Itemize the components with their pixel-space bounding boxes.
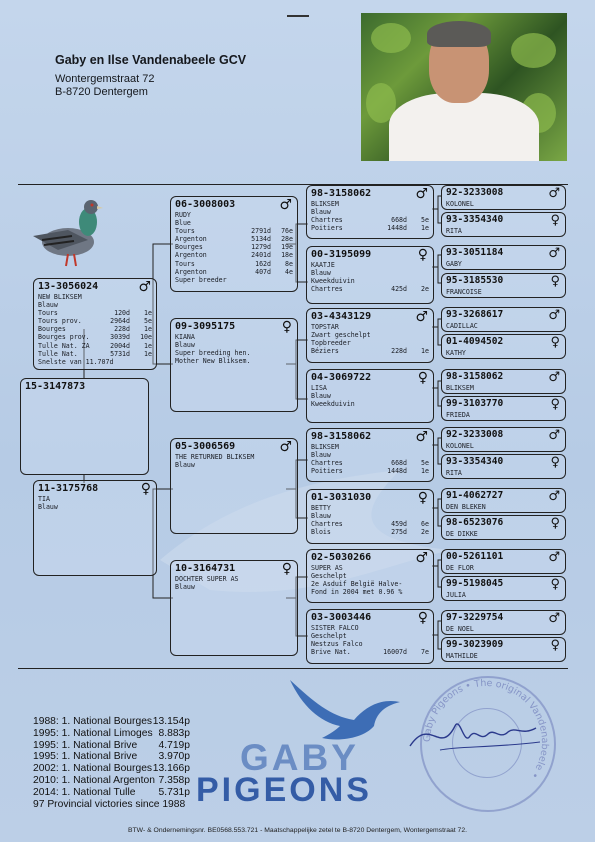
detail-line: Tulle Nat. 5731d 1e: [38, 349, 152, 358]
female-icon: ♀: [550, 213, 560, 228]
detail-line: Poitiers 1448d 1e: [311, 224, 429, 233]
detail-line: Chartres 425d 2e: [311, 285, 429, 294]
great-grandparent-card-fmm: [306, 369, 434, 423]
gen4-card: [441, 245, 566, 270]
detail-line: Tours 162d 8e: [175, 259, 293, 268]
ring-number: 98-3158062: [311, 188, 372, 199]
paternal-grandfather-card: [170, 196, 298, 292]
detail-line: Blauw: [311, 392, 331, 401]
detail-line: BLIKSEM: [311, 443, 339, 451]
male-icon: ♂: [548, 428, 560, 443]
female-icon: ♀: [550, 335, 560, 350]
gen4-card: [441, 515, 566, 540]
pigeon-name: JULIA: [446, 591, 466, 599]
pigeon-name: DE FLOR: [446, 564, 474, 572]
great-grandparent-card-mff: [306, 428, 434, 482]
ring-number: 92-3233008: [446, 187, 504, 198]
great-grandparent-card-fmf: [306, 308, 434, 363]
detail-line: TIA: [38, 495, 50, 503]
detail-line: Blue: [175, 219, 191, 228]
card-details: [311, 200, 429, 232]
detail-line: Fond in 2004 met 0.96 %: [311, 588, 403, 597]
card-details: [311, 624, 429, 656]
pigeon-name: DE NOEL: [446, 625, 474, 633]
male-icon: ♂: [548, 611, 560, 626]
father-card: [33, 278, 157, 370]
ring-number: 09-3095175: [175, 321, 236, 332]
gen4-card: [441, 212, 566, 237]
gen4-card: [441, 488, 566, 513]
pigeon-name: KATHY: [446, 349, 466, 357]
ring-number: 93-3051184: [446, 247, 504, 258]
ring-number: 11-3175768: [38, 483, 99, 494]
detail-line: Chartres 668d 5e: [311, 216, 429, 225]
detail-line: Kweekduivin: [311, 277, 355, 286]
gen4-card: [441, 454, 566, 479]
achievement-row: 97 Provincial victories since 1988: [33, 798, 186, 810]
great-grandparent-card-fff: [306, 185, 434, 239]
male-icon: ♂: [548, 246, 560, 261]
ring-number: 99-3103770: [446, 398, 504, 409]
detail-line: Blauw: [311, 269, 331, 278]
card-details: [175, 333, 293, 365]
pigeon-name: GABY: [446, 260, 462, 268]
achievement-row: 2014: 1. National Tulle 5.731p: [33, 786, 190, 798]
detail-line: Argenton 407d 4e: [175, 267, 293, 276]
detail-line: Super breeder: [175, 275, 227, 284]
ring-number: 00-5261101: [446, 551, 504, 562]
detail-line: Geschelpt: [311, 572, 347, 581]
maternal-grandfather-card: [170, 438, 298, 534]
card-details: [175, 575, 293, 591]
pigeon-name: FRANCOISE: [446, 288, 482, 296]
pigeon-name: BLIKSEM: [446, 384, 474, 392]
detail-line: Tours 120d 1e: [38, 309, 152, 318]
female-icon: ♀: [550, 577, 560, 592]
card-details: [38, 293, 152, 366]
logo-bird-icon: [284, 676, 404, 746]
ring-number: 03-4343129: [311, 311, 372, 322]
detail-line: Bourges prov. 3039d 10e: [38, 333, 152, 342]
gen4-card: [441, 334, 566, 359]
ring-number: 13-3056024: [38, 281, 99, 292]
female-icon: ♀: [550, 455, 560, 470]
ring-number: 98-6523076: [446, 517, 504, 528]
female-icon: ♀: [417, 247, 428, 263]
achievement-row: 2002: 1. National Bourges 13.166p: [33, 763, 190, 775]
ring-number: 00-3195099: [311, 249, 372, 260]
ring-number: 93-3354340: [446, 456, 504, 467]
great-grandparent-card-mfm: [306, 489, 434, 544]
male-icon: ♂: [415, 309, 428, 325]
achievement-row: 1995: 1. National Brive 3.970p: [33, 751, 190, 763]
pigeon-name: CADILLAC: [446, 322, 478, 330]
gen4-card: [441, 549, 566, 574]
ring-number: 93-3354340: [446, 214, 504, 225]
female-icon: ♀: [417, 370, 428, 386]
detail-line: Mother New Bliksem.: [175, 357, 251, 366]
detail-line: Blauw: [311, 451, 331, 460]
great-grandparent-card-mmm: [306, 609, 434, 664]
gen4-card: [441, 369, 566, 394]
female-icon: ♀: [550, 274, 560, 289]
ring-number: 10-3164731: [175, 563, 236, 574]
breeder-name: Gaby en Ilse Vandenabeele GCV: [55, 53, 247, 67]
card-details: [311, 504, 429, 536]
detail-line: Blauw: [311, 512, 331, 521]
maternal-grandmother-card: [170, 560, 298, 656]
detail-line: NEW BLIKSEM: [38, 293, 82, 301]
female-icon: ♀: [140, 481, 151, 497]
male-icon: ♂: [548, 550, 560, 565]
ring-number: 95-3185530: [446, 275, 504, 286]
ring-number: 92-3233008: [446, 429, 504, 440]
ring-number: 97-3229754: [446, 612, 504, 623]
detail-line: Tours prov. 2964d 5e: [38, 317, 152, 326]
detail-line: 2e Asduif België Halve-: [311, 580, 403, 589]
svg-text:Gaby Pigeons • The original Va: Gaby Pigeons • The original Vandenabeele •: [421, 677, 551, 781]
male-icon: ♂: [548, 308, 560, 323]
ring-number: 98-3158062: [446, 371, 504, 382]
detail-line: Argenton 2401d 18e: [175, 251, 293, 260]
ring-number: 02-5030266: [311, 552, 372, 563]
subject-ring-number: 15-3147873: [25, 381, 86, 392]
achievement-row: 2010: 1. National Argenton 7.358p: [33, 774, 190, 786]
achievement-row: 1995: 1. National Brive 4.719p: [33, 739, 190, 751]
card-details: [38, 495, 152, 511]
card-details: [175, 211, 293, 284]
detail-line: Nestzus Falco: [311, 640, 363, 649]
detail-line: LISA: [311, 384, 327, 392]
ring-number: 03-3003446: [311, 612, 372, 623]
gen4-card: [441, 576, 566, 601]
female-icon: ♀: [417, 490, 428, 506]
card-details: [311, 261, 429, 293]
detail-line: Chartres 459d 6e: [311, 520, 429, 529]
address-street: Wontergemstraat 72: [55, 73, 155, 85]
address-city: B-8720 Dentergem: [55, 86, 148, 98]
ring-number: 04-3069722: [311, 372, 372, 383]
detail-line: Blauw: [175, 583, 195, 592]
female-icon: ♀: [550, 397, 560, 412]
detail-line: Blauw: [175, 341, 195, 350]
female-icon: ♀: [550, 638, 560, 653]
gen4-card: [441, 273, 566, 298]
female-icon: ♀: [417, 610, 428, 626]
paternal-grandmother-card: [170, 318, 298, 412]
male-icon: ♂: [415, 429, 428, 445]
mother-card: [33, 480, 157, 576]
pigeon-name: KOLONEL: [446, 442, 474, 450]
footer-company-info: BTW- & Ondernemingsnr. BE0568.553.721 - Maatschappelijke zetel te B-8720 Dentergem, Wontergemstraat 72.: [127, 827, 468, 834]
card-details: [311, 323, 429, 355]
detail-line: KAATJE: [311, 261, 335, 269]
achievement-row: 1995: 1. National Limoges 8.883p: [33, 727, 190, 739]
pigeon-name: KOLONEL: [446, 200, 474, 208]
achievement-row: 1988: 1. National Bourges 13.154p: [33, 716, 190, 727]
card-details: [311, 384, 429, 408]
detail-line: Brive Nat. 16007d 7e: [311, 648, 429, 657]
ring-number: 91-4062727: [446, 490, 504, 501]
gen4-card: [441, 637, 566, 662]
male-icon: ♂: [548, 186, 560, 201]
ring-number: 05-3006569: [175, 441, 236, 452]
gen4-card: [441, 427, 566, 452]
detail-line: Béziers 228d 1e: [311, 347, 429, 356]
detail-line: BETTY: [311, 504, 331, 512]
male-icon: ♂: [548, 370, 560, 385]
male-icon: ♂: [279, 197, 292, 213]
gen4-card: [441, 307, 566, 332]
pigeon-name: RITA: [446, 469, 462, 477]
detail-line: Bourges 228d 1e: [38, 325, 152, 334]
card-details: [311, 564, 429, 596]
detail-line: RUDY: [175, 211, 191, 219]
ring-number: 98-3158062: [311, 431, 372, 442]
logo-text-pigeons: PIGEONS: [196, 771, 372, 809]
detail-line: SISTER FALCO: [311, 624, 359, 632]
detail-line: DOCHTER SUPER AS: [175, 575, 239, 583]
detail-line: SUPER AS: [311, 564, 343, 572]
detail-line: Chartres 668d 5e: [311, 459, 429, 468]
detail-line: Snelste van 11.707d: [38, 357, 114, 366]
detail-line: Tulle Nat. ZA 2004d 1e: [38, 341, 152, 350]
ring-number: 99-3023909: [446, 639, 504, 650]
detail-line: Poitiers 1448d 1e: [311, 467, 429, 476]
detail-line: Super breeding hen.: [175, 349, 251, 358]
detail-line: KIANA: [175, 333, 195, 341]
detail-line: Topbreeder: [311, 339, 351, 348]
gen4-card: [441, 185, 566, 210]
pigeon-name: MATHILDE: [446, 652, 478, 660]
male-icon: ♂: [138, 279, 151, 295]
card-details: [175, 453, 293, 469]
male-icon: ♂: [415, 550, 428, 566]
card-details: [311, 443, 429, 475]
ring-number: 06-3008003: [175, 199, 236, 210]
detail-line: Blauw: [38, 503, 58, 512]
detail-line: Blauw: [311, 208, 331, 217]
ring-number: 01-4094502: [446, 336, 504, 347]
pigeon-name: DEN BLEKEN: [446, 503, 486, 511]
pigeon-name: FRIEDA: [446, 411, 470, 419]
logo-text-gaby: GABY: [240, 737, 359, 778]
great-grandparent-card-ffm: [306, 246, 434, 304]
detail-line: Kweekduivin: [311, 400, 355, 409]
detail-line: Blauw: [175, 461, 195, 470]
detail-line: Blois 275d 2e: [311, 528, 429, 537]
ring-number: 99-5198045: [446, 578, 504, 589]
detail-line: Bourges 1279d 19e: [175, 243, 293, 252]
male-icon: ♂: [415, 186, 428, 202]
pigeon-name: DE DIKKE: [446, 530, 478, 538]
signature: [400, 706, 550, 766]
detail-line: Geschelpt: [311, 632, 347, 641]
pigeon-name: RITA: [446, 227, 462, 235]
achievements-list: [33, 716, 190, 810]
ring-number: 93-3268617: [446, 309, 504, 320]
detail-line: Tours 2791d 76e: [175, 227, 293, 236]
detail-line: BLIKSEM: [311, 200, 339, 208]
detail-line: THE RETURNED BLIKSEM: [175, 453, 255, 461]
gen4-card: [441, 396, 566, 421]
male-icon: ♂: [548, 489, 560, 504]
great-grandparent-card-mmf: [306, 549, 434, 603]
female-icon: ♀: [550, 516, 560, 531]
male-icon: ♂: [279, 439, 292, 455]
female-icon: ♀: [281, 561, 292, 577]
detail-line: Argenton 5134d 28e: [175, 235, 293, 244]
female-icon: ♀: [281, 319, 292, 335]
detail-line: Blauw: [38, 301, 58, 310]
gen4-card: [441, 610, 566, 635]
ring-number: 01-3031030: [311, 492, 372, 503]
detail-line: Zwart geschelpt: [311, 331, 371, 340]
subject-pigeon-card: [20, 378, 149, 475]
detail-line: TOPSTAR: [311, 323, 339, 331]
